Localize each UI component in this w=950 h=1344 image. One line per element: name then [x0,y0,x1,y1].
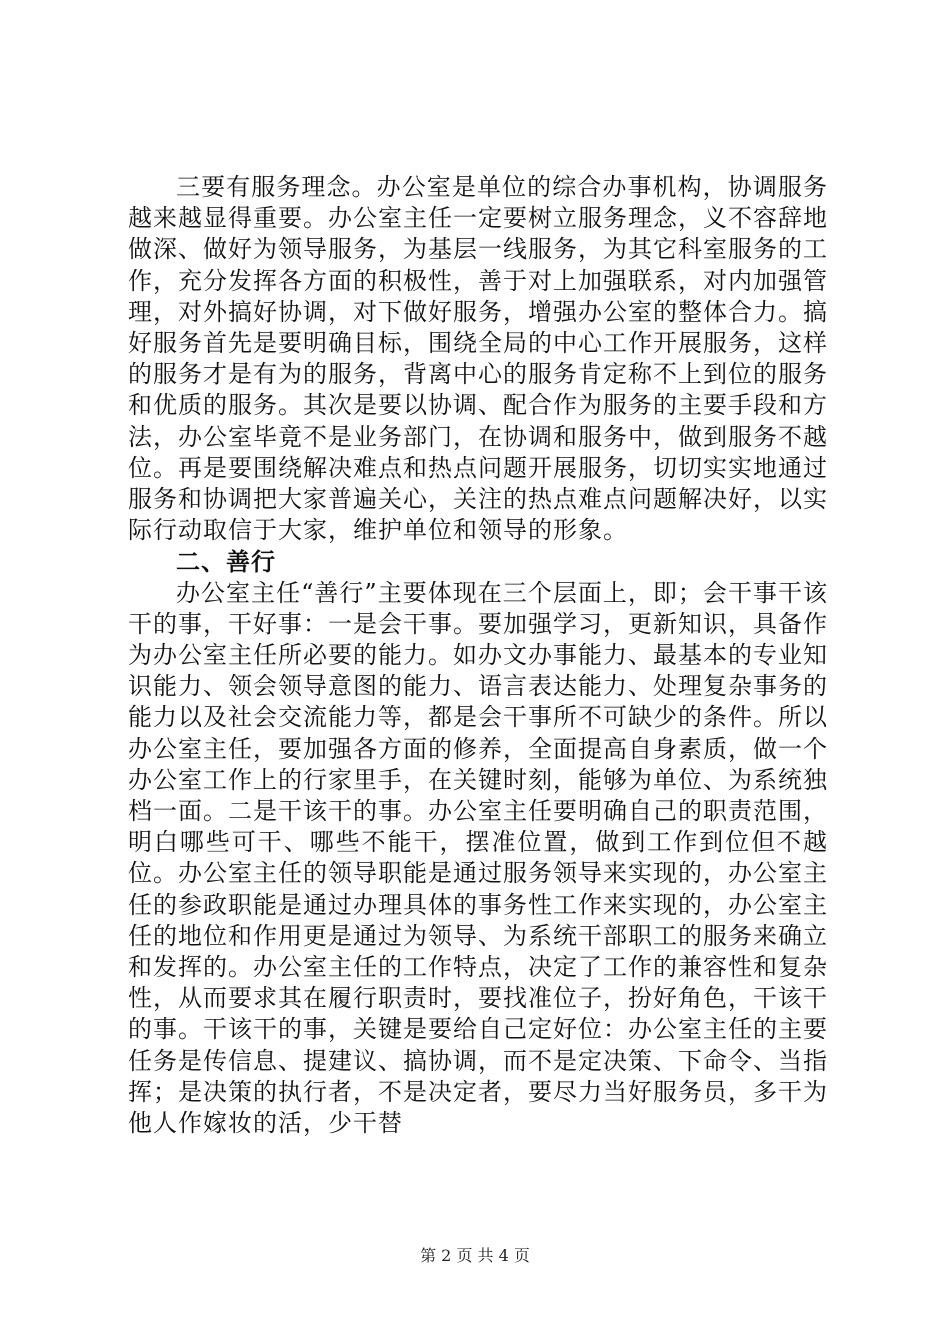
page-number-footer: 第 2 页 共 4 页 [420,1246,530,1265]
document-body [128,172,828,1139]
body-paragraph-conduct: 办公室主任“善行”主要体现在三个层面上，即；会干事干该干的事，干好事：一是会干事。要加强学习，更新知识，具备作为办公室主任所必要的能力。如办文办事能力、最基本的专业知识能力、领会领导意图的能力、语言表达能力、处理复杂事务的能力以及社会交流能力等，都是会干事所不可缺少的条件。所以办公室主任，要加强各方面的修养，全面提高自身素质，做一个办公室工作上的行家里手，在关键时刻，能够为单位、为系统独档一面。二是干该干的事。办公室主任要明确自己的职责范围，明白哪些可干、哪些不能干，摆准位置，做到工作到位但不越位。办公室主任的领导职能是通过服务领导来实现的，办公室主任的参政职能是通过办理具体的事务性工作来实现的，办公室主任的地位和作用更是通过为领导、为系统干部职工的服务来确立和发挥的。办公室主任的工作特点，决定了工作的兼容性和复杂性，从而要求其在履行职责时，要找准位子，扮好角色，干该干的事。干该干的事，关键是要给自己定好位：办公室主任的主要任务是传信息、提建议、搞协调，而不是定决策、下命令、当指挥；是决策的执行者，不是决定者，要尽力当好服务员，多干为他人作嫁妆的活，少干替 [128,578,828,1138]
body-paragraph-service: 三要有服务理念。办公室是单位的综合办事机构，协调服务越来越显得重要。办公室主任一定要树立服务理念，义不容辞地做深、做好为领导服务，为基层一线服务，为其它科室服务的工作，充分发挥各方面的积极性，善于对上加强联系，对内加强管理，对外搞好协调，对下做好服务，增强办公室的整体合力。搞好服务首先是要明确目标，围绕全局的中心工作开展服务，这样的服务才是有为的服务，背离中心的服务肯定称不上到位的服务和优质的服务。其次是要以协调、配合作为服务的主要手段和方法，办公室毕竟不是业务部门，在协调和服务中，做到服务不越位。再是要围绕解决难点和热点问题开展服务，切切实实地通过服务和协调把大家普遍关心，关注的热点难点问题解决好，以实际行动取信于大家，维护单位和领导的形象。 [128,173,828,545]
section-heading: 二、善行 [176,547,276,577]
